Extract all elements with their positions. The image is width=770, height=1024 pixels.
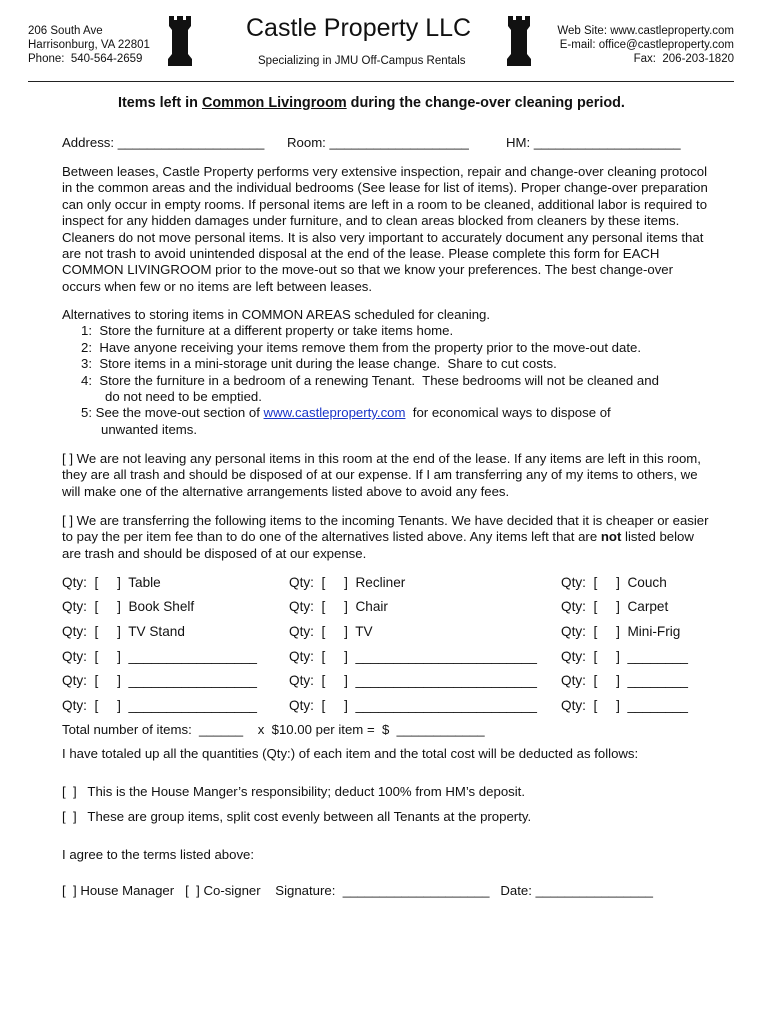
qty-row-1-col-2[interactable]: Qty: [ ] Recliner: [289, 575, 406, 590]
qty-row-6-col-2[interactable]: Qty: [ ] ________________________: [289, 698, 537, 713]
qty-row-4-col-2[interactable]: Qty: [ ] ________________________: [289, 649, 537, 664]
alternative-item-4-cont: do not need to be emptied.: [105, 389, 262, 404]
qty-row-5-col-2[interactable]: Qty: [ ] ________________________: [289, 673, 537, 688]
company-address-line1: 206 South Ave: [28, 25, 103, 37]
intro-paragraph: Between leases, Castle Property performs very extensive inspection, repair and change-over cleaning protocol in the common areas and the individual bedrooms (See lease for list of items). Proper change-over preparation can only occur in empty rooms. If personal items are left in a room to be cleaned, additional labor is required to inspect for any hidden damages under furniture, and to clean areas blocked from cleaners by these items. Cleaners do not move personal items. It is also very important to accurately document any personal items that are not trash to avoid unintended disposal at the end of the lease. Please complete this form for EACH COMMON LIVINGROOM prior to the move-out so that we know your preferences. The best change-over occurs when few or no items are left between leases.: [62, 164, 708, 294]
website-link[interactable]: www.castleproperty.com: [263, 405, 406, 420]
qty-row-3-col-2[interactable]: Qty: [ ] TV: [289, 624, 373, 639]
alternative-item-3: 3: Store items in a mini-storage unit during the lease change. Share to cut costs.: [81, 356, 557, 371]
qty-row-5-col-3[interactable]: Qty: [ ] ________: [561, 673, 688, 688]
totaled-statement: I have totaled up all the quantities (Qty:) of each item and the total cost will be deducted as follows:: [62, 746, 639, 761]
option-transferring[interactable]: [ ] We are transferring the following items to the incoming Tenants. We have decided that it is cheaper or easier to pay the per item fee than to do one of the alternatives listed above. Any items left that are not listed below are trash and should be disposed of at our expense.: [62, 513, 709, 561]
address-field[interactable]: Address: ____________________: [62, 135, 265, 150]
qty-row-6-col-3[interactable]: Qty: [ ] ________: [561, 698, 688, 713]
qty-row-3-col-3[interactable]: Qty: [ ] Mini-Frig: [561, 624, 681, 639]
company-website: Web Site: www.castleproperty.com: [557, 25, 734, 37]
deduction-option-house-manager[interactable]: [ ] This is the House Manger’s responsibility; deduct 100% from HM’s deposit.: [62, 784, 525, 799]
qty-row-5-col-1[interactable]: Qty: [ ] _________________: [62, 673, 257, 688]
deduction-option-group-split[interactable]: [ ] These are group items, split cost evenly between all Tenants at the property.: [62, 809, 532, 824]
qty-row-4-col-3[interactable]: Qty: [ ] ________: [561, 649, 688, 664]
company-tagline: Specializing in JMU Off-Campus Rentals: [258, 55, 466, 67]
room-field[interactable]: Room: ___________________: [287, 135, 469, 150]
castle-tower-icon: [167, 16, 193, 66]
qty-row-2-col-2[interactable]: Qty: [ ] Chair: [289, 599, 388, 614]
alternative-item-2: 2: Have anyone receiving your items remove them from the property prior to the move-out date.: [81, 340, 642, 355]
qty-row-3-col-1[interactable]: Qty: [ ] TV Stand: [62, 624, 185, 639]
alternative-item-1: 1: Store the furniture at a different property or take items home.: [81, 323, 454, 338]
company-address-line2: Harrisonburg, VA 22801: [28, 39, 150, 51]
company-phone: Phone: 540-564-2659: [28, 53, 143, 65]
signature-line[interactable]: [ ] House Manager [ ] Co-signer Signature: ____________________ Date: ________________: [62, 883, 653, 898]
qty-row-1-col-3[interactable]: Qty: [ ] Couch: [561, 575, 667, 590]
qty-row-6-col-1[interactable]: Qty: [ ] _________________: [62, 698, 257, 713]
qty-row-4-col-1[interactable]: Qty: [ ] _________________: [62, 649, 257, 664]
alternatives-heading: Alternatives to storing items in COMMON AREAS scheduled for cleaning.: [62, 307, 491, 322]
header-divider: [28, 81, 734, 82]
alternative-item-5-cont: unwanted items.: [101, 422, 198, 437]
qty-row-2-col-3[interactable]: Qty: [ ] Carpet: [561, 599, 669, 614]
qty-row-1-col-1[interactable]: Qty: [ ] Table: [62, 575, 161, 590]
document-title: Items left in Common Livingroom during the change-over cleaning period.: [118, 95, 625, 111]
alternative-item-5: 5: See the move-out section of www.castleproperty.com for economical ways to dispose of: [81, 405, 611, 420]
alternative-item-4: 4: Store the furniture in a bedroom of a renewing Tenant. These bedrooms will not be cleaned and: [81, 373, 659, 388]
option-not-leaving[interactable]: [ ] We are not leaving any personal items in this room at the end of the lease. If any items are left in this room, they are all trash and should be disposed of at our expense. If I am transferring any of my items to others, we will make one of the alternative arrangements listed above to avoid any fees.: [62, 451, 701, 499]
hm-field[interactable]: HM: ____________________: [506, 135, 681, 150]
qty-row-2-col-1[interactable]: Qty: [ ] Book Shelf: [62, 599, 195, 614]
castle-tower-icon: [506, 16, 532, 66]
company-email: E-mail: office@castleproperty.com: [559, 39, 734, 51]
total-items-line[interactable]: Total number of items: ______ x $10.00 per item = $ ____________: [62, 722, 485, 737]
company-name: Castle Property LLC: [246, 14, 472, 42]
agreement-text: I agree to the terms listed above:: [62, 847, 255, 862]
company-fax: Fax: 206-203-1820: [633, 53, 734, 65]
